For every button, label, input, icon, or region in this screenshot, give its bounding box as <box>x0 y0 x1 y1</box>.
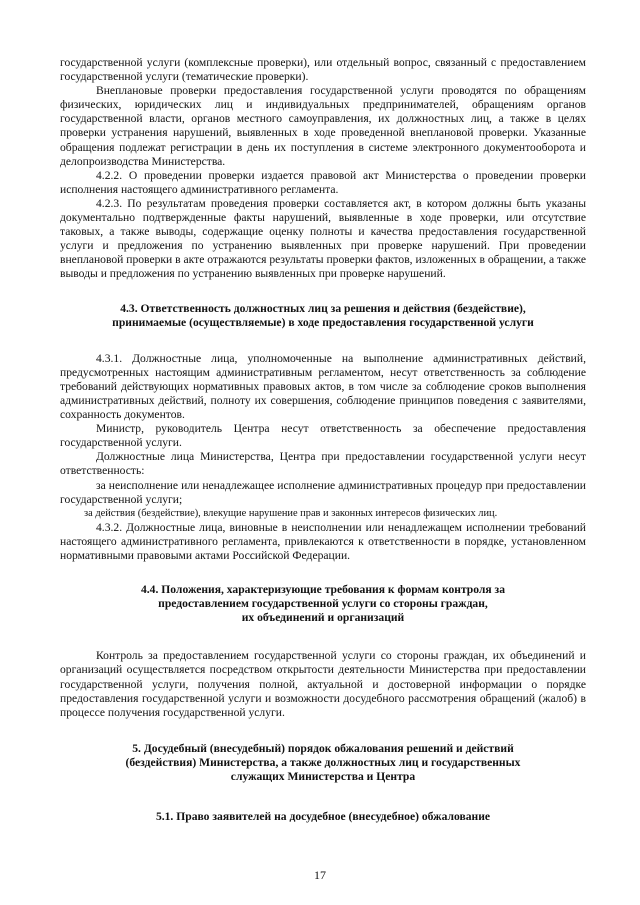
paragraph-officials-responsibility: Должностные лица Министерства, Центра при предоставлении государственной услуги несут ответственность: <box>60 450 586 478</box>
paragraph-minister-responsibility: Министр, руководитель Центра несут ответственность за обеспечение предоставления государственной услуги. <box>60 422 586 450</box>
heading-5-line-1: 5. Досудебный (внесудебный) порядок обжалования решений и действий <box>132 741 514 755</box>
paragraph-4-2-3: 4.2.3. По результатам проведения проверки составляется акт, в котором должны быть указаны документально подтвержденные факты нарушений, выявленные в ходе проверки, или отсутствие таковых, а также выводы, содержащие оценку полноты и качества предоставления государственной услуги и предложения по устранению выявленных при проверке нарушений. При проведении внеплановой проверки в акте отражаются результаты проверки фактов, изложенных в обращении, а также выводы и предложения по устранению выявленных при проверке нарушений. <box>60 196 586 281</box>
heading-4-4 <box>60 583 586 625</box>
paragraph-unscheduled-checks: Внеплановые проверки предоставления государственной услуги проводятся по обращениям физических, юридических лиц и индивидуальных предпринимателей, обращениям органов государственной власти, органов местного самоуправления, их должностных лиц, а также в целях проверки устранения нарушений, выявленных в ходе проведенной внеплановой проверки. Указанные обращения подлежат регистрации в день их поступления в системе электронного документооборота и делопроизводства Министерства. <box>60 84 586 168</box>
heading-5 <box>60 742 586 784</box>
heading-4-3-line-1: 4.3. Ответственность должностных лиц за решения и действия (бездействие), <box>120 301 526 315</box>
paragraph-actions-violation: за действия (бездействие), влекущие нарушение прав и законных интересов физических лиц. <box>84 507 498 519</box>
paragraph-non-execution: за неисполнение или ненадлежащее исполнение административных процедур при предоставлении государственной услуги; <box>60 478 586 506</box>
heading-5-1: 5.1. Право заявителей на досудебное (внесудебное) обжалование <box>155 810 491 824</box>
heading-4-4-line-3: их объединений и организаций <box>241 611 405 625</box>
paragraph-4-2-2: 4.2.2. О проведении проверки издается правовой акт Министерства о проведении проверки исполнения настоящего административного регламента. <box>60 168 586 196</box>
heading-4-4-line-1: 4.4. Положения, характеризующие требования к формам контроля за <box>140 583 506 597</box>
heading-4-3 <box>60 302 586 330</box>
page-number: 17 <box>314 868 326 882</box>
paragraph-4-3-2: 4.3.2. Должностные лица, виновные в неисполнении или ненадлежащем исполнении требований настоящего административного регламента, привлекаются к ответственности в порядке, установленном нормативными правовыми актами Российской Федерации. <box>60 520 586 562</box>
heading-4-3-line-2: принимаемые (осуществляемые) в ходе предоставления государственной услуги <box>112 315 534 329</box>
paragraph-checks-types: государственной услуги (комплексные проверки), или отдельный вопрос, связанный с предоставлением государственной услуги (тематические проверки). <box>60 56 586 84</box>
heading-5-line-3: служащих Министерства и Центра <box>230 770 416 784</box>
heading-5-line-2: (бездействия) Министерства, а также должностных лиц и государственных <box>125 755 521 769</box>
paragraph-4-3-1: 4.3.1. Должностные лица, уполномоченные на выполнение административных действий, предусмотренных настоящим административным регламентом, несут ответственность за соблюдение требований действующих нормативных правовых актов, в том числе за соблюдение сроков выполнения административных действий, полноту их совершения, соблюдение принципов поведения с заявителями, сохранность документов. <box>60 351 586 422</box>
document-page <box>60 56 586 824</box>
paragraph-citizen-control: Контроль за предоставлением государственной услуги со стороны граждан, их объединений и организаций осуществляется посредством открытости деятельности Министерства при предоставлении государственной услуги, получения полной, актуальной и достоверной информации о порядке предоставления государственной услуги и возможности досудебного рассмотрения обращений (жалоб) в процессе получения государственной услуги. <box>60 649 586 719</box>
heading-4-4-line-2: предоставлением государственной услуги со стороны граждан, <box>158 597 488 611</box>
